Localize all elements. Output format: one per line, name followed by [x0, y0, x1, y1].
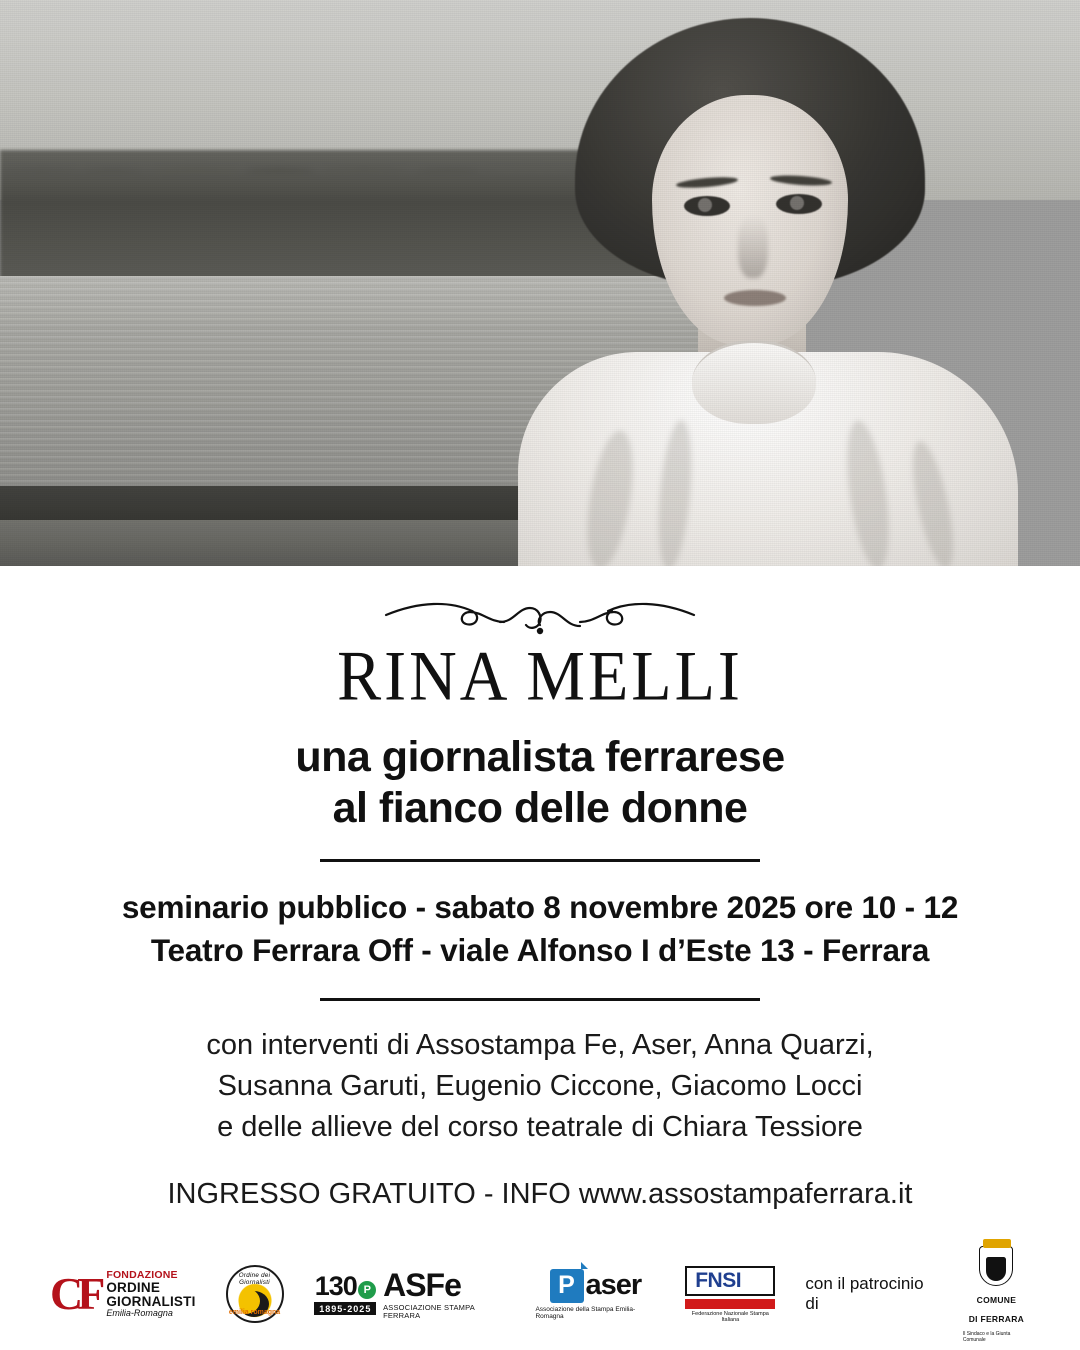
- fondazione-line-2: ORDINE: [106, 1280, 161, 1295]
- ordine-region-text: emilia romagna: [228, 1309, 281, 1316]
- fnsi-full-name: Federazione Nazionale Stampa Italiana: [691, 1310, 769, 1323]
- portrait-subject: [470, 0, 1080, 566]
- divider-bottom: [320, 998, 760, 1001]
- fondazione-line-1: FONDAZIONE: [106, 1269, 178, 1282]
- logo-fondazione-ordine-giornalisti: [50, 1270, 196, 1317]
- speakers-line-1: con interventi di Assostampa Fe, Aser, Anna Quarzi,: [206, 1028, 874, 1061]
- asfe-years: 1895-2025: [314, 1302, 376, 1315]
- fnsi-name: FNSI: [685, 1266, 775, 1296]
- admission-info[interactable]: INGRESSO GRATUITO - INFO www.assostampaferrara.it: [167, 1178, 913, 1211]
- header-photo: [0, 0, 1080, 566]
- speakers-line-3: e delle allieve del corso teatrale di Chiara Tessiore: [217, 1110, 863, 1143]
- asfe-anniversary-dot-icon: P: [358, 1281, 376, 1299]
- asfe-name: ASFe: [383, 1267, 461, 1303]
- portrait-nose: [738, 216, 768, 278]
- comune-shield-inner-icon: [986, 1257, 1006, 1281]
- asfe-anniversary-number: 130: [314, 1271, 357, 1301]
- logo-asfe: [314, 1269, 506, 1319]
- fondazione-monogram-icon: CF: [50, 1268, 100, 1319]
- asfe-full-name: ASSOCIAZIONE STAMPA FERRARA: [383, 1303, 475, 1320]
- patronage-label: con il patrocinio di: [805, 1274, 924, 1313]
- logo-bar: [0, 1256, 1080, 1343]
- aser-p-mark-icon: P: [550, 1269, 584, 1303]
- logo-ordine-giornalisti-emilia-romagna: [226, 1265, 284, 1323]
- poster-subtitle-line-2: al fianco delle donne: [332, 783, 748, 832]
- asfe-anniversary-icon: [314, 1271, 378, 1317]
- fnsi-red-bar-icon: [685, 1299, 775, 1309]
- crown-icon: [983, 1239, 1011, 1248]
- event-details: [40, 886, 1040, 971]
- fondazione-line-4: Emilia-Romagna: [106, 1307, 173, 1318]
- fondazione-line-3: GIORNALISTI: [106, 1293, 196, 1309]
- event-date-line: seminario pubblico - sabato 8 novembre 2025 ore 10 - 12: [121, 889, 959, 926]
- logo-comune-di-ferrara: [963, 1246, 1030, 1343]
- aser-full-name: Associazione della Stampa Emilia-Romagna: [535, 1305, 636, 1320]
- poster-subtitle: [40, 732, 1040, 833]
- comune-line-1: COMUNE: [976, 1294, 1017, 1305]
- ordine-badge-icon: [226, 1265, 284, 1323]
- page-title: RINA MELLI: [337, 637, 743, 716]
- comune-shield-icon: [979, 1246, 1013, 1286]
- portrait-eye-left: [684, 196, 730, 216]
- event-venue-line: Teatro Ferrara Off - viale Alfonso I d’Este 13 - Ferrara: [150, 931, 930, 968]
- comune-line-2: DI FERRARA: [968, 1313, 1025, 1324]
- ornament-flourish: [40, 592, 1040, 638]
- speakers-line-2: Susanna Garuti, Eugenio Ciccone, Giacomo Locci: [217, 1069, 863, 1102]
- portrait-mouth: [724, 290, 786, 306]
- comune-line-3: Il Sindaco e la Giunta Comunale: [962, 1330, 1011, 1343]
- portrait-eye-right: [776, 194, 822, 214]
- speakers-block: [40, 1025, 1040, 1149]
- poster-subtitle-line-1: una giornalista ferrarese: [295, 733, 785, 781]
- logo-aser: [535, 1269, 655, 1320]
- aser-name: aser: [585, 1269, 642, 1301]
- poster-content: [0, 566, 1080, 1211]
- logo-fnsi: [685, 1266, 775, 1323]
- divider-top: [320, 859, 760, 862]
- portrait-collar: [692, 340, 816, 424]
- ordine-arc-text: Ordine dei Giornalisti: [238, 1272, 271, 1286]
